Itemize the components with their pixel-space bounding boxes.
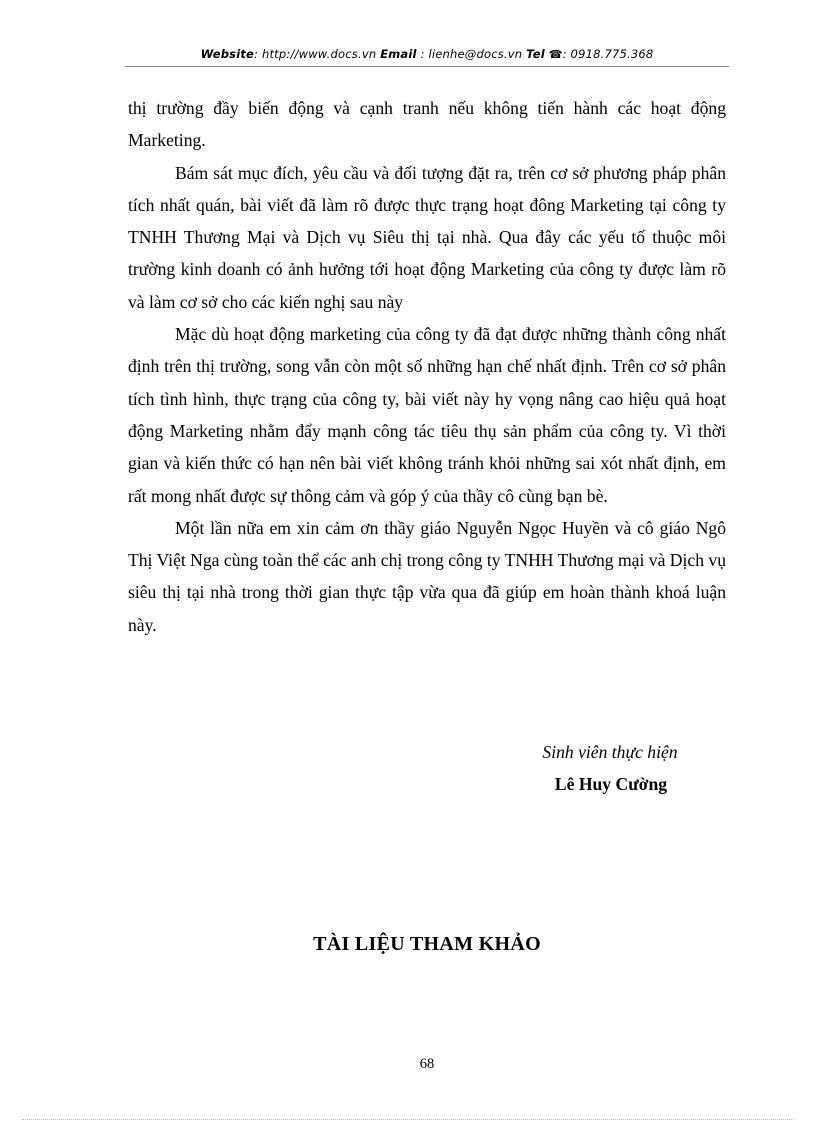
body-text [128,92,726,641]
header-divider [125,66,729,67]
phone-icon: ☎ [548,48,563,61]
website-label: Website [200,47,255,61]
tel-value: : 0918.775.368 [562,47,654,61]
email-value[interactable]: : lienhe@docs.vn [420,47,523,61]
paragraph-3: Mặc dù hoạt động marketing của công ty đã đạt được những thành công nhất định trên thị trường, song vẫn còn một số những hạn chế nhất định. Trên cơ sở phân tích tình hình, thực trạng của công ty, bài viết này hy vọng nâng cao hiệu quả hoạt động Marketing nhằm đẩy mạnh công tác tiêu thụ sản phẩm của công ty. Vì thời gian và kiến thức có hạn nên bài viết không tránh khỏi những sai xót nhất định, em rất mong nhất được sự thông cảm và góp ý của thầy cô cùng bạn bè. [128,324,726,506]
page-header [125,47,729,61]
tel-label: Tel [526,47,545,61]
paragraph-4: Một lần nữa em xin cảm ơn thầy giáo Nguyễn Ngọc Huyền và cô giáo Ngô Thị Việt Nga cùng toàn thể các anh chị trong công ty TNHH Thương mại và Dịch vụ siêu thị tại nhà trong thời gian thực tập vừa qua đã giúp em hoàn thành khoá luận này. [128,517,726,635]
paragraph-1: thị trường đầy biến động và cạnh tranh nếu không tiến hành các hoạt động Marketing. [128,98,726,151]
section-title: TÀI LIỆU THAM KHẢO [313,933,541,955]
email-label: Email [380,47,417,61]
paragraph-2: Bám sát mục đích, yêu cầu và đối tượng đặt ra, trên cơ sở phương pháp phân tích nhất quán, bài viết đã làm rõ được thực trạng hoạt đông Marketing tại công ty TNHH Thương Mại và Dịch vụ Siêu thị tại nhà. Qua đây các yếu tố thuộc môi trường kinh doanh có ảnh hưởng tới hoạt động Marketing của công ty được làm rõ và làm cơ sở cho các kiến nghị sau này [128,162,726,312]
signature-block [470,736,730,800]
signature-name: Lê Huy Cường [554,774,668,794]
page-number: 68 [419,1056,435,1072]
website-url[interactable]: : http://www.docs.vn [254,47,377,61]
page-bottom-border [22,1119,794,1120]
signature-role: Sinh viên thực hiện [542,742,678,762]
